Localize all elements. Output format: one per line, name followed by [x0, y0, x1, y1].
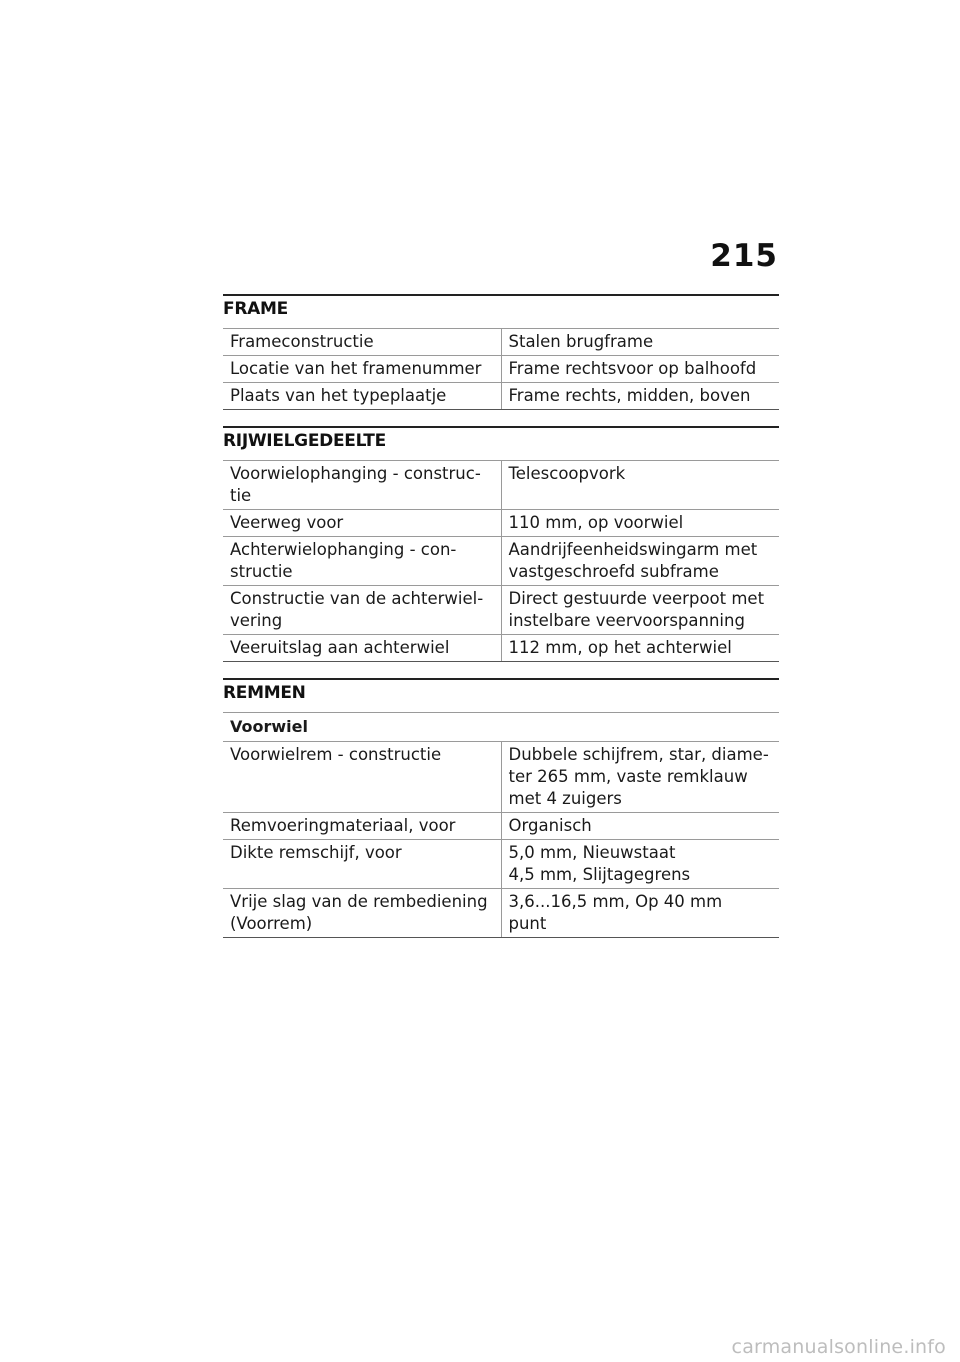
spec-value: Aandrijfeenheidswingarm met vastgeschroefd subframe	[501, 537, 779, 586]
table-subheading-row	[223, 713, 779, 742]
spec-value: Frame rechtsvoor op balhoofd	[501, 356, 779, 383]
spec-value: 110 mm, op voorwiel	[501, 510, 779, 537]
spec-label: Voorwielrem - constructie	[223, 742, 501, 813]
table-row	[223, 813, 779, 840]
spec-table-frame	[223, 328, 779, 410]
spec-label: Frameconstructie	[223, 329, 501, 356]
table-row	[223, 510, 779, 537]
table-row	[223, 840, 779, 889]
spec-value: Stalen brugframe	[501, 329, 779, 356]
spec-label: Achterwielophanging - con- structie	[223, 537, 501, 586]
table-row	[223, 383, 779, 410]
spec-label: Veeruitslag aan achterwiel	[223, 635, 501, 662]
spec-value: 112 mm, op het achterwiel	[501, 635, 779, 662]
section-title-remmen: REMMEN	[223, 678, 779, 712]
section-rijwielgedeelte	[223, 426, 779, 662]
spec-label: Dikte remschijf, voor	[223, 840, 501, 889]
spec-value: Dubbele schijfrem, star, diame- ter 265 mm, vaste remklauw met 4 zuigers	[501, 742, 779, 813]
section-remmen	[223, 678, 779, 938]
table-row	[223, 537, 779, 586]
spec-value: 5,0 mm, Nieuwstaat 4,5 mm, Slijtagegrens	[501, 840, 779, 889]
table-row	[223, 329, 779, 356]
table-row	[223, 635, 779, 662]
spec-label: Veerweg voor	[223, 510, 501, 537]
section-title-frame: FRAME	[223, 294, 779, 328]
spec-content	[223, 294, 779, 938]
spec-value: 3,6...16,5 mm, Op 40 mm punt	[501, 889, 779, 938]
spec-table-rijwielgedeelte	[223, 460, 779, 662]
watermark: carmanualsonline.info	[731, 1336, 946, 1358]
section-title-rijwielgedeelte: RIJWIELGEDEELTE	[223, 426, 779, 460]
spec-value: Frame rechts, midden, boven	[501, 383, 779, 410]
table-row	[223, 461, 779, 510]
spec-table-remmen	[223, 712, 779, 938]
spec-label: Voorwielophanging - construc- tie	[223, 461, 501, 510]
table-row	[223, 889, 779, 938]
spec-value: Telescoopvork	[501, 461, 779, 510]
table-subheading: Voorwiel	[223, 713, 779, 742]
spec-label: Plaats van het typeplaatje	[223, 383, 501, 410]
table-row	[223, 356, 779, 383]
spec-label: Remvoeringmateriaal, voor	[223, 813, 501, 840]
page-number: 215	[710, 238, 778, 274]
spec-label: Locatie van het framenummer	[223, 356, 501, 383]
spec-label: Vrije slag van de rembediening (Voorrem)	[223, 889, 501, 938]
table-row	[223, 586, 779, 635]
spec-label: Constructie van de achterwiel- vering	[223, 586, 501, 635]
table-row	[223, 742, 779, 813]
spec-value: Organisch	[501, 813, 779, 840]
spec-value: Direct gestuurde veerpoot met instelbare veervoorspanning	[501, 586, 779, 635]
section-frame	[223, 294, 779, 410]
